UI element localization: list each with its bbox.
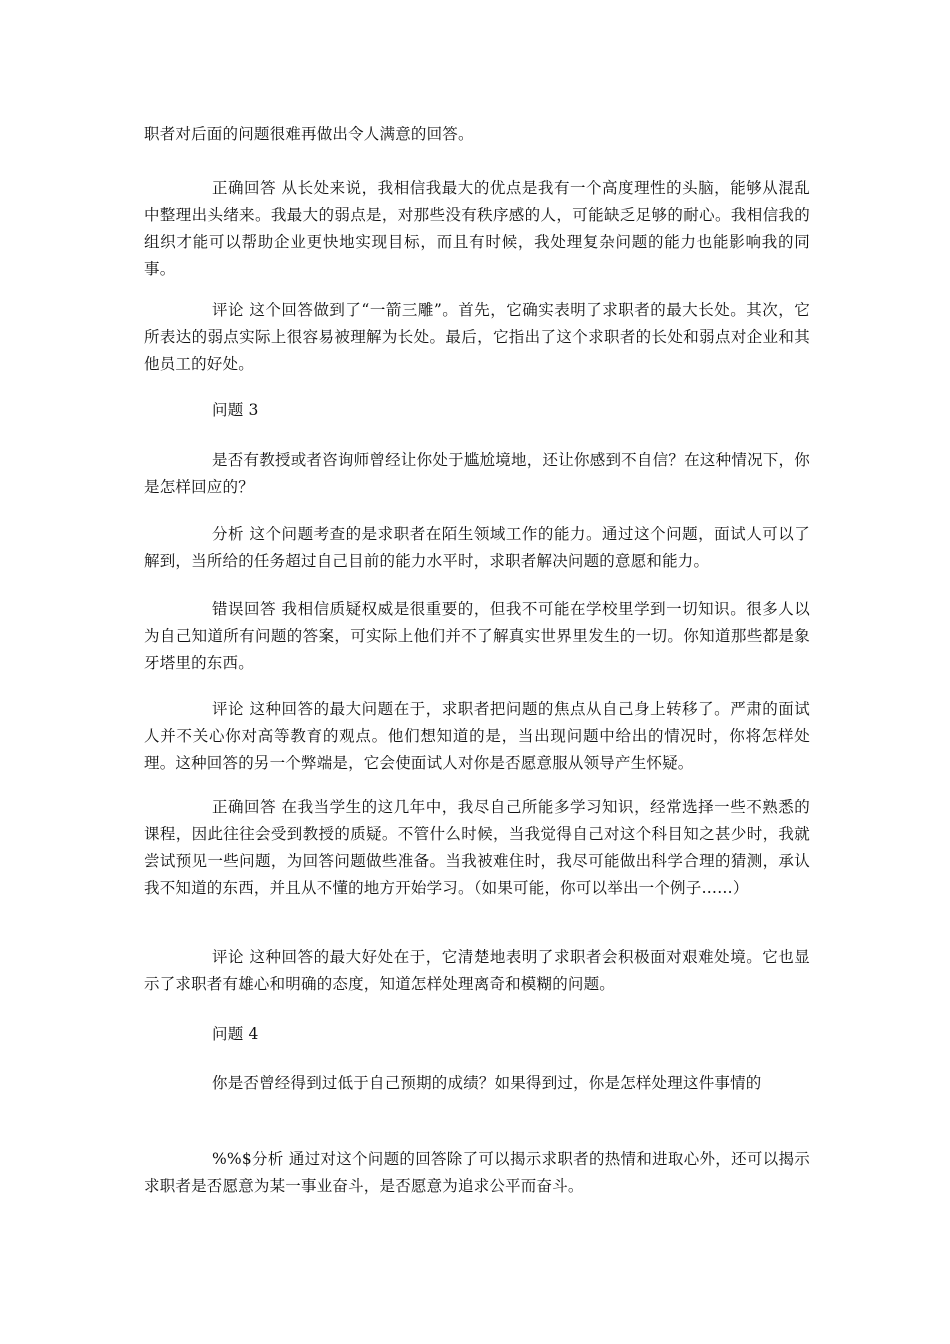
paragraph-continuation: 职者对后面的问题很难再做出令人满意的回答。: [144, 125, 474, 143]
paragraph-comment-3-correct: 评论 这种回答的最大好处在于，它清楚地表明了求职者会积极面对艰难处境。它也显示了求职者有雄心和明确的态度，知道怎样处理离奇和模糊的问题。: [144, 948, 810, 993]
paragraph-correct-answer-2: 正确回答 从长处来说，我相信我最大的优点是我有一个高度理性的头脑，能够从混乱中整理出头绪来。我最大的弱点是，对那些没有秩序感的人，可能缺乏足够的耐心。我相信我的组织才能可以帮助企业更快地实现目标，而且有时候，我处理复杂问题的能力也能影响我的同事。: [144, 179, 810, 278]
paragraph-analysis-3: 分析 这个问题考查的是求职者在陌生领域工作的能力。通过这个问题，面试人可以了解到，当所给的任务超过自己目前的能力水平时，求职者解决问题的意愿和能力。: [144, 525, 810, 570]
paragraph-comment-2: 评论 这个回答做到了“一箭三雕”。首先，它确实表明了求职者的最大长处。其次，它所表达的弱点实际上很容易被理解为长处。最后，它指出了这个求职者的长处和弱点对企业和其他员工的好处。: [144, 301, 810, 373]
paragraph-question-3-text: 是否有教授或者咨询师曾经让你处于尴尬境地，还让你感到不自信？在这种情况下，你是怎样回应的？: [144, 451, 810, 496]
paragraph-wrong-answer-3: 错误回答 我相信质疑权威是很重要的，但我不可能在学校里学到一切知识。很多人以为自己知道所有问题的答案，可实际上他们并不了解真实世界里发生的一切。你知道那些都是象牙塔里的东西。: [144, 600, 810, 672]
paragraph-analysis-4: %%$分析 通过对这个问题的回答除了可以揭示求职者的热情和进取心外，还可以揭示求职者是否愿意为某一事业奋斗，是否愿意为追求公平而奋斗。: [144, 1150, 810, 1195]
paragraph-comment-3-wrong: 评论 这种回答的最大问题在于，求职者把问题的焦点从自己身上转移了。严肃的面试人并不关心你对高等教育的观点。他们想知道的是，当出现问题中给出的情况时，你将怎样处理。这种回答的另一个弊端是，它会使面试人对你是否愿意服从领导产生怀疑。: [144, 700, 810, 772]
heading-question-3: 问题 3: [212, 401, 259, 419]
heading-question-4: 问题 4: [212, 1025, 259, 1043]
paragraph-correct-answer-3: 正确回答 在我当学生的这几年中，我尽自己所能多学习知识，经常选择一些不熟悉的课程，因此往往会受到教授的质疑。不管什么时候，当我觉得自己对这个科目知之甚少时，我就尝试预见一些问题，为回答问题做些准备。当我被难住时，我尽可能做出科学合理的猜测，承认我不知道的东西，并且从不懂的地方开始学习。（如果可能，你可以举出一个例子……）: [144, 798, 810, 897]
paragraph-question-4-text: 你是否曾经得到过低于自己预期的成绩？如果得到过，你是怎样处理这件事情的: [212, 1074, 762, 1092]
